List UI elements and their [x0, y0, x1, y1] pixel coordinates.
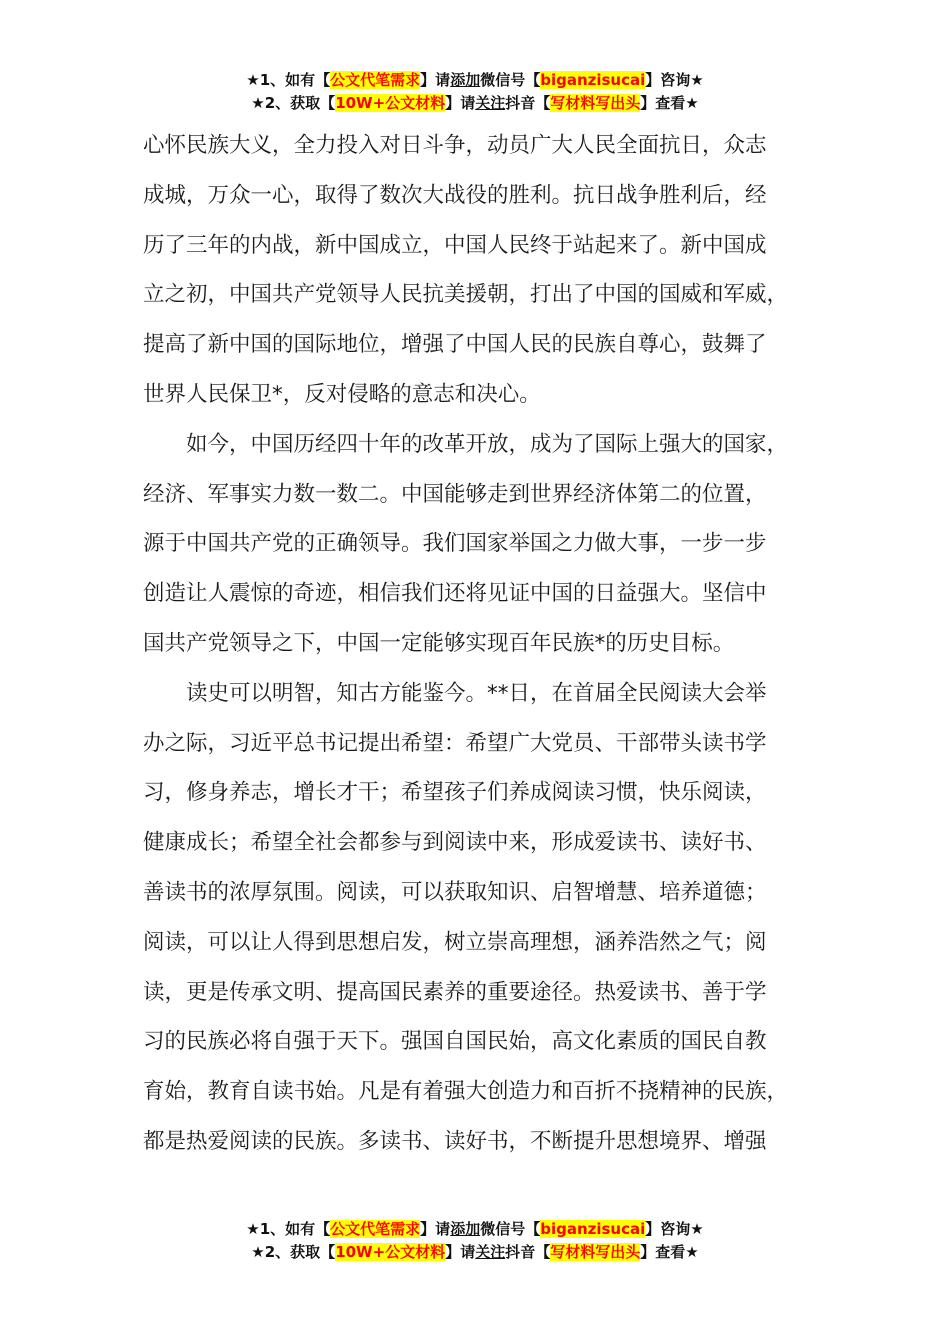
body-line: 阅读，可以让人得到思想启发，树立崇高理想，涵养浩然之气；阅: [143, 929, 767, 955]
footer-promo-banner: [0, 1218, 950, 1264]
body-line: 心怀民族大义，全力投入对日斗争，动员广大人民全面抗日，众志: [143, 133, 767, 158]
body-line: 创造让人震惊的奇迹，相信我们还将见证中国的日益强大。坚信中: [143, 581, 767, 607]
body-line: 育始，教育自读书始。凡是有着强大创造力和百折不挠精神的民族，: [143, 1079, 789, 1105]
promo-line-1: [0, 1218, 950, 1241]
body-line: 读，更是传承文明、提高国民素养的重要途径。热爱读书、善于学: [143, 979, 767, 1005]
promo-highlight: 公文代笔需求: [330, 1220, 421, 1238]
body-line: 健康成长；希望全社会都参与到阅读中来，形成爱读书、读好书、: [143, 830, 767, 856]
promo-underlined: 关注: [475, 1243, 506, 1261]
body-line: 立之初，中国共产党领导人民抗美援朝，打出了中国的国威和军威，: [143, 282, 789, 308]
promo-underlined: 添加: [450, 1220, 481, 1238]
promo-underlined: 添加: [450, 71, 481, 89]
body-line: 源于中国共产党的正确领导。我们国家举国之力做大事，一步一步: [143, 531, 767, 557]
body-line: 成城，万众一心，取得了数次大战役的胜利。抗日战争胜利后，经: [143, 182, 767, 208]
promo-text: 微信号【: [480, 71, 541, 89]
promo-text: ★2、获取【: [251, 1243, 336, 1261]
promo-text: ★1、如有【: [246, 71, 331, 89]
body-line: 如今，中国历经四十年的改革开放，成为了国际上强大的国家，: [143, 431, 789, 457]
body-line: 善读书的浓厚氛围。阅读，可以获取知识、启智增慧、培养道德；: [143, 879, 767, 905]
body-line: 习，修身养志，增长才干；希望孩子们养成阅读习惯，快乐阅读，: [143, 780, 767, 806]
douyin-account: 写材料写出头: [550, 94, 641, 112]
promo-highlight: 公文代笔需求: [330, 71, 421, 89]
promo-line-2: [0, 92, 950, 115]
promo-text: 】请: [420, 1220, 451, 1238]
promo-line-1: [0, 69, 950, 92]
promo-text: ★1、如有【: [246, 1220, 331, 1238]
header-promo-banner: [0, 69, 950, 115]
body-line: 习的民族必将自强于天下。强国自国民始，高文化素质的国民自教: [143, 1029, 767, 1055]
promo-highlight: 10W+公文材料: [335, 94, 446, 112]
promo-text: 微信号【: [480, 1220, 541, 1238]
promo-line-2: [0, 1241, 950, 1264]
promo-highlight: 10W+公文材料: [335, 1243, 446, 1261]
document-body: [143, 121, 819, 1167]
body-line: 都是热爱阅读的民族。多读书、读好书，不断提升思想境界、增强: [143, 1128, 767, 1154]
promo-text: 】请: [445, 1243, 476, 1261]
body-line: 历了三年的内战，新中国成立，中国人民终于站起来了。新中国成: [143, 232, 767, 258]
promo-text: ★2、获取【: [251, 94, 336, 112]
promo-text: 】咨询★: [645, 1220, 704, 1238]
promo-underlined: 关注: [475, 94, 506, 112]
body-line: 办之际，习近平总书记提出希望：希望广大党员、干部带头读书学: [143, 730, 767, 756]
body-line: 经济、军事实力数一数二。中国能够走到世界经济体第二的位置，: [143, 481, 767, 507]
body-line: 国共产党领导之下，中国一定能够实现百年民族*的历史目标。: [143, 630, 735, 656]
douyin-account: 写材料写出头: [550, 1243, 641, 1261]
body-line: 读史可以明智，知古方能鉴今。**日，在首届全民阅读大会举: [143, 680, 767, 706]
promo-text: 】请: [445, 94, 476, 112]
promo-text: 】请: [420, 71, 451, 89]
promo-text: 】查看★: [640, 1243, 699, 1261]
promo-text: 抖音【: [505, 94, 551, 112]
body-line: 世界人民保卫*，反对侵略的意志和决心。: [143, 381, 541, 407]
promo-text: 抖音【: [505, 1243, 551, 1261]
wechat-id: biganzisucai: [540, 71, 646, 89]
promo-text: 】查看★: [640, 94, 699, 112]
wechat-id: biganzisucai: [540, 1220, 646, 1238]
body-line: 提高了新中国的国际地位，增强了中国人民的民族自尊心，鼓舞了: [143, 332, 767, 358]
promo-text: 】咨询★: [645, 71, 704, 89]
